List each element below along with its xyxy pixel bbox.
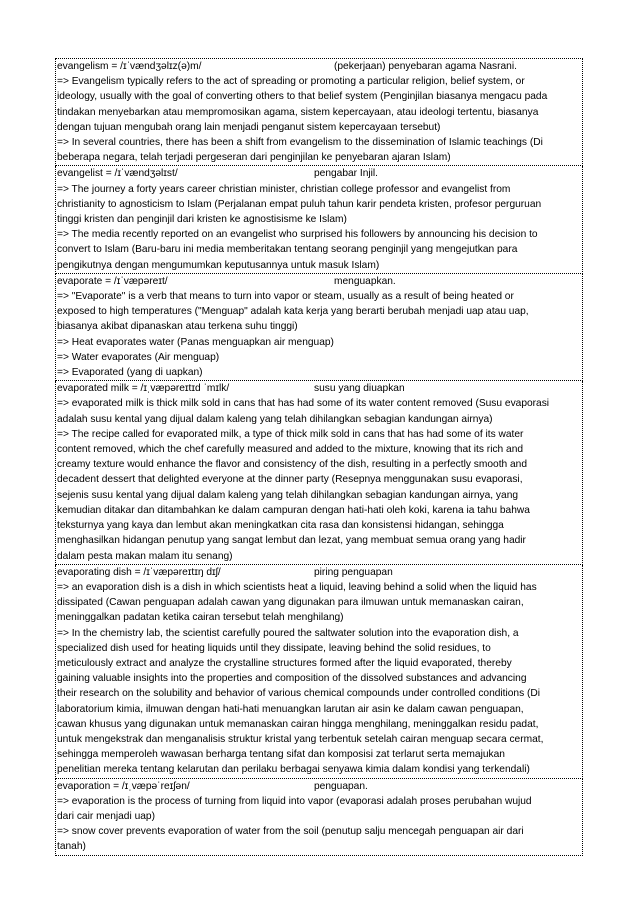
entry-text-line: kemudian ditakar dan ditambahkan ke dalam campuran dengan hati-hati oleh koki, karena ia tahu bahwa (57, 504, 530, 516)
entry-text-line: sehingga memperoleh wawasan berharga tentang sifat dan komposisi zat terlarut serta memajukan (57, 749, 505, 761)
entry-text-line: => In several countries, there has been a shift from evangelism to the dissemination of Islamic teachings (Di (57, 137, 543, 149)
entry-meaning: susu yang diuapkan (314, 383, 405, 395)
entry-text-line: meticulously extract and analyze the crystalline structures formed after the liquid evaporated, thereby (57, 657, 512, 669)
entry-heading (57, 274, 581, 289)
entry-text-line: dissipated (Cawan penguapan adalah cawan yang digunakan para ilmuwan untuk memanaskan cairan, (57, 597, 524, 609)
entry-text-line: adalah susu kental yang dijual dalam kaleng yang telah dihilangkan sebagian kandungan airnya) (57, 413, 493, 425)
entry-text-line: => Evangelism typically refers to the act of spreading or promoting a particular religion, belief system, or (57, 76, 525, 88)
entry-meaning: (pekerjaan) penyebaran agama Nasrani. (334, 61, 517, 72)
entry-text-line: => The journey a forty years career christian minister, christian college professor and evangelist from (57, 183, 511, 195)
entry-text-line: => In the chemistry lab, the scientist carefully poured the saltwater solution into the evaporation dish, a (57, 627, 519, 639)
entry-meaning: pengabar Injil. (314, 168, 379, 180)
entry-text-line: tanah) (57, 841, 86, 853)
entry-text-line: sejenis susu kental yang dijual dalam kaleng yang telah dihilangkan sebagian kandungan airnya, yang (57, 489, 519, 501)
entry-text-line: dalam pesta makan malam itu senang) (57, 550, 233, 562)
entry-text-line: => evaporated milk is thick milk sold in cans that has had some of its water content removed (Susu evaporasi (57, 398, 550, 410)
entry-text-line: => evaporation is the process of turning from liquid into vapor (evaporasi adalah proses perubahan wujud (57, 795, 532, 807)
vocabulary-entry (55, 166, 583, 273)
entry-text-line: tinggi kristen dan penginjil dari kristen ke agnostisisme ke Islam) (57, 214, 347, 226)
entry-text-line: exposed to high temperatures ("Menguap" adalah kata kerja yang berarti berubah menjadi uap atau uap, (57, 306, 529, 318)
entry-text-line: => Heat evaporates water (Panas menguapkan air menguap) (57, 336, 334, 348)
entry-text-line: menghasilkan hidangan penutup yang sangat lembut dan lezat, yang membuat semua orang yang hadir (57, 535, 526, 547)
entry-text-line: laboratorium kimia, ilmuwan dengan hati-hati menuangkan larutan air asin ke dalam cawan penguapan, (57, 703, 524, 715)
entry-heading (57, 166, 581, 181)
entry-text-line: cawan khusus yang digunakan untuk memanaskan cairan hingga menghilang, meninggalkan residu padat, (57, 718, 539, 730)
entry-text-line: christianity to agnosticism to Islam (Perjalanan empat puluh tahun karir pendeta kristen, profesor perguruan (57, 198, 542, 210)
entry-heading (57, 779, 581, 794)
entry-term: evaporated milk = /ɪˌvæpəreɪtɪd ˈmɪlk/ (57, 383, 230, 395)
entry-text-line: => The media recently reported on an evangelist who surprised his followers by announcing his decision to (57, 229, 538, 241)
entry-text-line: => snow cover prevents evaporation of water from the soil (penutup salju mencegah penguapan air dari (57, 826, 524, 838)
entry-term: evaporation = /ɪˌvæpəˈreɪʃən/ (57, 780, 190, 792)
entry-heading (57, 381, 581, 396)
entry-text-line: => Evaporated (yang di uapkan) (57, 367, 203, 379)
vocabulary-entry (55, 381, 583, 564)
entry-text-line: gaining valuable insights into the properties and composition of the dissolved substances and advancing (57, 673, 527, 685)
entry-heading (57, 59, 581, 74)
entry-text-line: => an evaporation dish is a dish in which scientists heat a liquid, leaving behind a solid when the liquid has (57, 581, 537, 593)
entry-text-line: => Water evaporates (Air menguap) (57, 351, 220, 363)
entry-text-line: pengikutnya dengan mengumumkan keputusannya untuk masuk Islam) (57, 259, 380, 271)
entry-meaning: piring penguapan (314, 566, 393, 578)
entry-text-line: untuk mengekstrak dan menganalisis struktur kristal yang terbentuk setelah cairan menguap secara cermat, (57, 733, 544, 745)
entry-text-line: convert to Islam (Baru-baru ini media memberitakan tentang seorang penginjil yang mengejutkan para (57, 244, 518, 256)
entry-term: evangelist = /ɪˈvændʒəlɪst/ (57, 168, 178, 180)
entry-text-line: penelitian mereka tentang kelarutan dan perilaku berbagai senyawa kimia dalam kondisi yang terkendali) (57, 764, 530, 776)
vocabulary-entry (55, 274, 583, 381)
entry-text-line: their research on the solubility and behavior of various chemical compounds under controlled conditions (Di (57, 688, 541, 700)
entry-term: evaporate = /ɪˈvæpəreɪt/ (57, 275, 168, 287)
vocabulary-document (55, 58, 583, 856)
vocabulary-entry (55, 58, 583, 166)
entry-text-line: specialized dish used for heating liquids until they dissipate, leaving behind the solid residues, to (57, 642, 491, 654)
entry-text-line: => "Evaporate" is a verb that means to turn into vapor or steam, usually as a result of being heated or (57, 291, 514, 303)
entry-text-line: creamy texture would enhance the flavor and consistency of the dish, resulting in a perfectly smooth and (57, 459, 528, 471)
entry-meaning: menguapkan. (334, 275, 396, 287)
entry-heading (57, 565, 581, 580)
entry-term: evaporating dish = /ɪˈvæpəreɪtɪŋ dɪʃ/ (57, 566, 221, 578)
entry-text-line: decadent dessert that delighted everyone at the dinner party (Resepnya menggunakan susu evaporasi, (57, 474, 523, 486)
entry-term: evangelism = /ɪˈvændʒəlɪz(ə)m/ (57, 61, 202, 72)
entry-text-line: dari cair menjadi uap) (57, 810, 155, 822)
vocabulary-entry (55, 779, 583, 856)
entry-meaning: penguapan. (314, 780, 368, 792)
entry-text-line: meninggalkan padatan ketika cairan tersebut telah menghilang) (57, 612, 344, 624)
entry-text-line: beberapa negara, telah terjadi pergeseran dari penginjilan ke penyebaran ajaran Islam) (57, 152, 451, 164)
entry-text-line: ideology, usually with the goal of converting others to that belief system (Penginjilan biasanya mengacu pada (57, 91, 548, 103)
vocabulary-entry (55, 565, 583, 779)
entry-text-line: dengan tujuan mengubah orang lain menjadi penganut sistem kepercayaan tersebut) (57, 121, 441, 133)
entry-text-line: biasanya akibat dipanaskan atau terkena suhu tinggi) (57, 321, 298, 333)
entry-text-line: tindakan menyebarkan atau mempromosikan agama, sistem kepercayaan, atau ideologi tertentu, biasanya (57, 106, 539, 118)
entry-text-line: content removed, which the chef carefully measured and added to the mixture, knowing that its rich and (57, 444, 524, 456)
entry-text-line: => The recipe called for evaporated milk, a type of thick milk sold in cans that has had some of its water (57, 428, 524, 440)
entry-text-line: teksturnya yang kaya dan lembut akan meningkatkan cita rasa dan konsistensi hidangan, sehingga (57, 520, 504, 532)
